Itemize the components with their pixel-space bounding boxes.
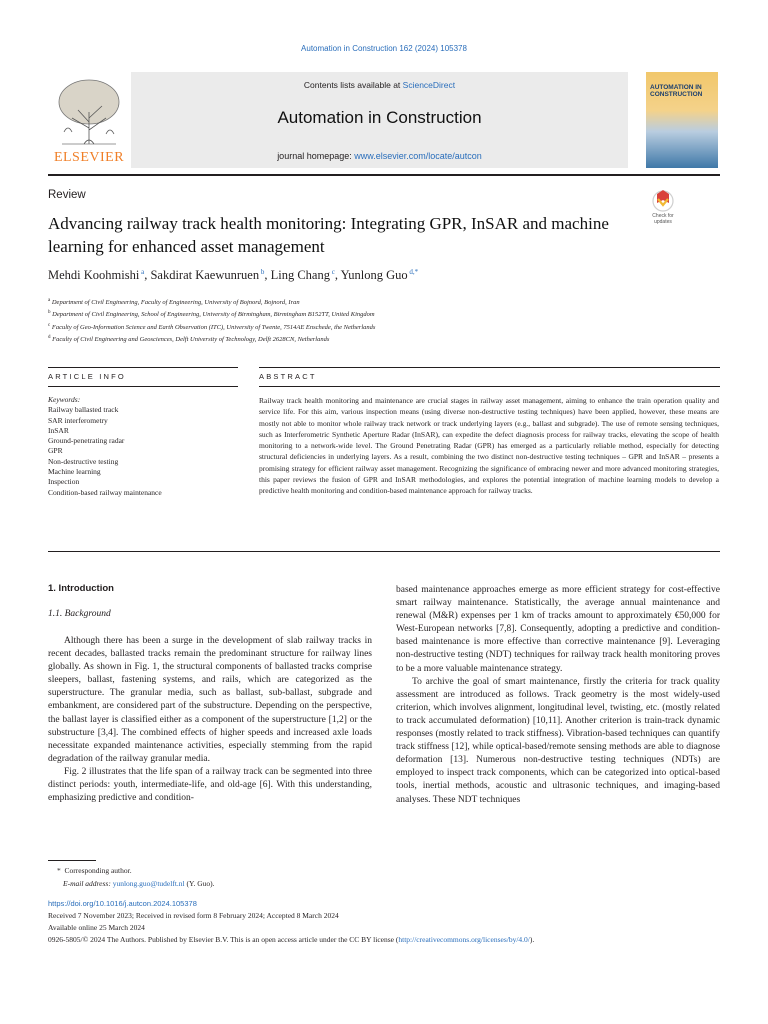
article-type: Review [48, 189, 86, 201]
contents-line: Contents lists available at ScienceDirect [303, 80, 456, 90]
abstract-top-rule [259, 367, 720, 368]
header-rule [48, 174, 720, 176]
corresponding-author-note: * Corresponding author. [57, 866, 132, 875]
cover-title: AUTOMATION IN CONSTRUCTION [650, 84, 703, 98]
crossmark-icon [647, 190, 679, 214]
author-affiliation-marker[interactable]: c [331, 268, 335, 276]
body-paragraph: Although there has been a surge in the development of slab railway tracks in recent decades, ballasted tracks remain the predominant structure for railway lines globally. As shown in Fig. 1, the structural components of ballasted tracks comprise sleepers, ballast, fastening systems, and rails, which are categorized as the superstructure. The granular media, such as ballast, sub-ballast, subgrade and embankment, are considered part of the substructure. Depending on the perspective, the ballast layer is classified either as a component of the superstructure [1,2] or the substructure [3,4]. The combined effects of higher speeds and increased axle loads necessitate expanded maintenance activities, especially stemming from the rapid degradation of the railway granular media. [48, 636, 372, 764]
license-statement: 0926-5805/© 2024 The Authors. Published by Elsevier B.V. This is an open access article under the CC BY license (http://creativecommons.org/licenses/by/4.0/). [48, 935, 535, 944]
affiliation: $^b$ Department of Civil Engineering, School of Engineering, University of Birmingham, Birmingham B152TT, United Kingdom [48, 310, 375, 319]
keywords-label: Keywords: [48, 395, 81, 404]
elsevier-wordmark: ELSEVIER [53, 150, 125, 165]
crossmark-label: Check for updates [652, 213, 674, 225]
online-date: Available online 25 March 2024 [48, 923, 145, 932]
abstract-bottom-rule [48, 551, 720, 552]
body-paragraph: To archive the goal of smart maintenance, firstly the criteria for track quality assessment are introduced as follows. Track geometry is the most widely-used criterion, which involves alignment, longitudinal level, twisting, etc. (mostly related to track accumulated deformation) [10,11]. Another criterion is train-track dynamic responses (mostly related to track stiffness). Vibration-based techniques can quantify track stiffness [12], while optical-based/remote sensing methods are able to diagnose deformation [13]. Numerous non-destructive testing techniques (NDTs) are employed to inspect track components, which can be categorized into optical-based tools, inertial methods, acoustic and ultrasonic techniques, and imaging-based analyses. These NDT techniques [396, 676, 720, 805]
author-name[interactable]: Mehdi Koohmishi [48, 268, 140, 283]
author-name[interactable]: Ling Chang [270, 268, 330, 283]
article-info-heading: ARTICLE INFO [48, 372, 126, 381]
keyword: InSAR [48, 425, 69, 435]
journal-cover-thumbnail[interactable] [646, 72, 718, 168]
author-name[interactable]: Sakdirat Kaewunruen [150, 268, 260, 283]
keyword: GPR [48, 446, 63, 456]
body-column-right [396, 584, 720, 807]
author-email-link[interactable]: yunlong.guo@tudelft.nl [112, 879, 185, 888]
abstract-text: Railway track health monitoring and maintenance are crucial stages in railway asset management, aiming to enhance the train operation quality and service life. For this aim, various inspection means (using diverse non-destructive testing techniques) have been applied, however, these means are mostly not able to monitor whole railway track network or track underlying layers (e.g., ballast and subgrade). The use of remote sensing techniques, such as Interferometric Synthetic Aperture Radar (InSAR), can expedite the defect diagnosis process for railway tracks, elevating the scope of health monitoring to a network-wide level. The Ground Penetrating Radar (GPR) has emerged as a particularly reliable method, especially for detecting structural deficiencies in underlying layers. As a result, combining the two distinct non-destructive testing techniques – GPR and InSAR – presents a promising strategy for efficient railway asset management. Recognizing the significance of embracing newer and more advanced monitoring strategies, this paper reviews the fusion of GPR and InSAR methodologies, and explores the potential integration of machine learning models to develop a predictive health monitoring and condition-based maintenance approach for railway tracks. [259, 396, 719, 495]
journal-citation-link[interactable]: Automation in Construction 162 (2024) 105378 [301, 44, 467, 53]
info-heading-rule [48, 386, 238, 387]
keyword: Inspection [48, 477, 80, 487]
abstract-heading-rule [259, 386, 720, 387]
body-column-left [48, 635, 372, 805]
author-affiliation-marker[interactable]: a [141, 268, 145, 276]
keyword: Railway ballasted track [48, 405, 119, 415]
keyword: Condition-based railway maintenance [48, 487, 162, 497]
email-note: E-mail address: yunlong.guo@tudelft.nl (Y. Guo). [63, 879, 215, 888]
footnote-rule [48, 860, 96, 861]
keyword: Machine learning [48, 467, 101, 477]
journal-title[interactable]: Automation in Construction [277, 108, 482, 127]
affiliation: $^d$ Faculty of Civil Engineering and Geosciences, Delft University of Technology, Delft 2628CN, Netherlands [48, 335, 330, 344]
received-dates: Received 7 November 2023; Received in revised form 8 February 2024; Accepted 8 March 2024 [48, 911, 339, 920]
affiliation: $^c$ Faculty of Geo-Information Science and Earth Observation (ITC), University of Twente, 7514AE Enschede, the Netherlands [48, 322, 376, 332]
body-paragraph: based maintenance approaches emerge as more efficient strategy for cost-effective smart railway maintenance. Statistically, the average annual maintenance and renewal (M&R) expenses per 1 km of tracks amount to approximately €50,000 for West-European networks [7,8]. Consequently, adopting a predictive and condition-based maintenance is more effective than corrective maintenance [9]. Leveraging non-destructive testing (NDT) techniques for railway track health monitoring proves to be a more valuable maintenance strategy. [396, 585, 720, 674]
section-heading-introduction: 1. Introduction [48, 583, 114, 594]
author-affiliation-marker[interactable]: b [260, 268, 265, 276]
body-paragraph: Fig. 2 illustrates that the life span of a railway track can be segmented into three distinct periods: youth, intermediate-life, and old-age [6]. With this understanding, emphasizing predictive and condition- [48, 766, 372, 804]
check-for-updates-badge[interactable] [647, 190, 687, 230]
author-name[interactable]: Yunlong Guo [340, 268, 408, 283]
doi-link[interactable]: https://doi.org/10.1016/j.autcon.2024.105378 [48, 899, 197, 908]
cc-license-link[interactable]: http://creativecommons.org/licenses/by/4.0/ [398, 935, 530, 944]
keyword: SAR interferometry [48, 415, 108, 425]
article-title: Advancing railway track health monitoring: Integrating GPR, InSAR and machine learning for enhanced asset management [48, 214, 609, 256]
affiliation: $^a$ Department of Civil Engineering, Faculty of Engineering, University of Bojnord, Bojnord, Iran [48, 298, 300, 307]
sciencedirect-link[interactable]: ScienceDirect [402, 80, 456, 90]
journal-homepage-link[interactable]: www.elsevier.com/locate/autcon [354, 151, 482, 161]
homepage-line: journal homepage: www.elsevier.com/locate/autcon [277, 151, 482, 161]
keyword: Ground-penetrating radar [48, 436, 125, 446]
author-affiliation-marker[interactable]: d,* [409, 268, 419, 276]
subsection-heading-background: 1.1. Background [48, 609, 111, 619]
keywords-block [48, 395, 238, 498]
affiliation-list [48, 296, 648, 346]
author-list: Mehdi Koohmishi $^a$, Sakdirat Kaewunruen $^b$, Ling Chang $^c$, Yunlong Guo $^{d,*}$ [48, 268, 419, 283]
keyword: Non-destructive testing [48, 456, 119, 466]
abstract-heading: ABSTRACT [259, 372, 317, 381]
info-top-rule [48, 367, 238, 368]
